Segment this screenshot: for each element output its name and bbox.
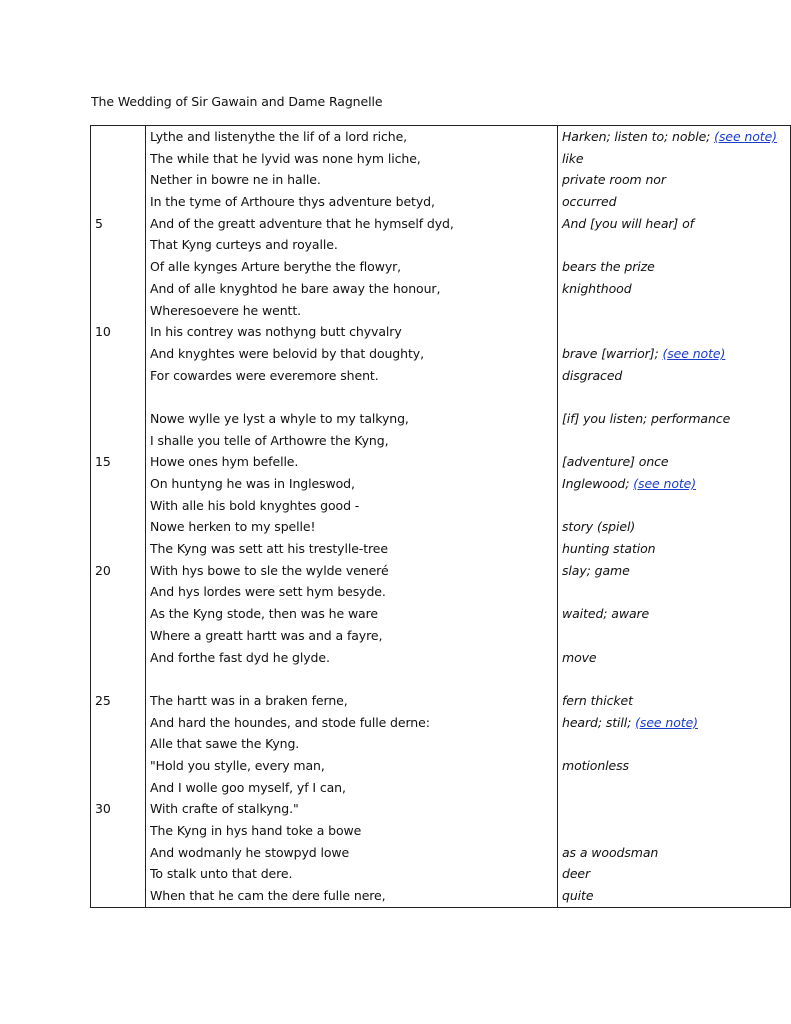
line-number bbox=[91, 234, 145, 256]
poem-line: And of alle knyghtod he bare away the honour, bbox=[150, 280, 441, 296]
see-note-link[interactable]: (see note) bbox=[662, 345, 726, 361]
gloss-text: private room nor bbox=[562, 172, 666, 188]
line-number bbox=[91, 647, 145, 669]
document-title: The Wedding of Sir Gawain and Dame Ragnelle bbox=[91, 94, 383, 109]
gloss-text: hunting station bbox=[562, 541, 656, 557]
poem-line: For cowardes were everemore shent. bbox=[150, 367, 379, 383]
poem-line: Nowe wylle ye lyst a whyle to my talkyng, bbox=[150, 410, 409, 426]
gloss-text: Harken; listen to; noble; bbox=[562, 129, 715, 144]
line-number: 25 bbox=[95, 692, 111, 708]
table-row bbox=[91, 126, 791, 908]
gloss-line bbox=[558, 668, 790, 690]
line-number bbox=[91, 300, 145, 322]
gloss-line bbox=[558, 148, 790, 170]
line-number bbox=[91, 473, 145, 495]
gloss-line bbox=[558, 581, 790, 603]
gloss-text: occurred bbox=[562, 194, 617, 210]
gloss-line bbox=[558, 430, 790, 452]
line-number bbox=[91, 365, 145, 387]
gloss-line bbox=[558, 516, 790, 538]
poem-line bbox=[146, 668, 557, 690]
gloss-text: Inglewood; bbox=[562, 476, 634, 491]
gloss-text: knighthood bbox=[562, 280, 632, 296]
poem-line: "Hold you stylle, every man, bbox=[150, 757, 325, 773]
gloss-line bbox=[558, 451, 790, 473]
line-number: 15 bbox=[95, 454, 111, 470]
gloss-text: deer bbox=[562, 866, 591, 882]
line-number bbox=[91, 581, 145, 603]
gloss-line bbox=[558, 712, 790, 734]
gloss-line bbox=[558, 191, 790, 213]
poem-line: With crafte of stalkyng." bbox=[150, 801, 299, 817]
gloss-text: brave [warrior]; bbox=[562, 345, 663, 361]
line-number bbox=[91, 126, 145, 148]
gloss-line bbox=[558, 647, 790, 669]
poem-line: That Kyng curteys and royalle. bbox=[150, 237, 338, 253]
line-number bbox=[91, 668, 145, 690]
poem-line: In the tyme of Arthoure thys adventure betyd, bbox=[150, 194, 435, 210]
line-number bbox=[91, 603, 145, 625]
line-number bbox=[91, 343, 145, 365]
poem-line: With hys bowe to sle the wylde veneré bbox=[150, 562, 389, 578]
gloss-line bbox=[558, 495, 790, 517]
gloss-line bbox=[558, 777, 790, 799]
gloss-line bbox=[558, 256, 790, 278]
gloss-text: [if] you listen; performance bbox=[562, 410, 731, 426]
gloss-line bbox=[558, 213, 790, 235]
gloss-line bbox=[558, 234, 790, 256]
gloss-text: motionless bbox=[562, 757, 629, 773]
poem-line: As the Kyng stode, then was he ware bbox=[150, 606, 378, 622]
poem-line: On huntyng he was in Ingleswod, bbox=[150, 476, 355, 491]
line-number bbox=[91, 820, 145, 842]
line-number: 5 bbox=[95, 215, 103, 231]
gloss-column bbox=[558, 126, 791, 908]
poem-line: Wheresoevere he wentt. bbox=[150, 302, 301, 318]
gloss-text: slay; game bbox=[562, 562, 630, 578]
gloss-text: move bbox=[562, 649, 597, 665]
poem-line: The Kyng in hys hand toke a bowe bbox=[150, 823, 362, 838]
poem-line: And hys lordes were sett hym besyde. bbox=[150, 584, 386, 600]
gloss-text: fern thicket bbox=[562, 692, 633, 708]
gloss-line bbox=[558, 365, 790, 387]
gloss-line bbox=[558, 885, 790, 907]
line-number bbox=[91, 256, 145, 278]
line-number bbox=[91, 169, 145, 191]
poem-line: And forthe fast dyd he glyde. bbox=[150, 649, 330, 665]
gloss-text: story (spiel) bbox=[562, 519, 636, 535]
line-number bbox=[91, 191, 145, 213]
poem-line: The Kyng was sett att his trestylle-tree bbox=[150, 541, 388, 557]
gloss-line bbox=[558, 300, 790, 322]
poem-line: The while that he lyvid was none hym liche, bbox=[150, 150, 421, 166]
line-number bbox=[91, 863, 145, 885]
line-number bbox=[91, 538, 145, 560]
poem-line: Alle that sawe the Kyng. bbox=[150, 736, 300, 752]
line-number bbox=[91, 148, 145, 170]
poem-line: And of the greatt adventure that he hymself dyd, bbox=[150, 215, 454, 231]
gloss-text: [adventure] once bbox=[562, 454, 669, 470]
see-note-link[interactable]: (see note) bbox=[633, 476, 697, 491]
gloss-text: And [you will hear] of bbox=[562, 215, 694, 231]
poem-line: In his contrey was nothyng butt chyvalry bbox=[150, 324, 402, 340]
line-number bbox=[91, 516, 145, 538]
see-note-link[interactable]: (see note) bbox=[635, 714, 698, 730]
line-number: 30 bbox=[95, 801, 111, 817]
line-number bbox=[91, 842, 145, 864]
gloss-text: like bbox=[562, 150, 584, 166]
gloss-line bbox=[558, 798, 790, 820]
gloss-line bbox=[558, 603, 790, 625]
poem-line: When that he cam the dere fulle nere, bbox=[150, 888, 386, 904]
poem-line: Of alle kynges Arture berythe the flowyr, bbox=[150, 259, 402, 275]
gloss-text: as a woodsman bbox=[562, 844, 659, 860]
gloss-text: quite bbox=[562, 888, 594, 904]
gloss-text: heard; still; bbox=[562, 714, 636, 730]
gloss-line bbox=[558, 343, 790, 365]
gloss-line bbox=[558, 863, 790, 885]
gloss-line bbox=[558, 625, 790, 647]
line-number bbox=[91, 386, 145, 408]
gloss-line bbox=[558, 169, 790, 191]
line-number bbox=[91, 430, 145, 452]
gloss-text: disgraced bbox=[562, 367, 623, 383]
see-note-link[interactable]: (see note) bbox=[714, 129, 777, 144]
poem-line: And knyghtes were belovid by that doughty, bbox=[150, 345, 424, 361]
poem-line: And I wolle goo myself, yf I can, bbox=[150, 779, 346, 795]
gloss-text: waited; aware bbox=[562, 606, 650, 622]
gloss-line bbox=[558, 321, 790, 343]
poem-line: Howe ones hym befelle. bbox=[150, 454, 299, 470]
line-number bbox=[91, 777, 145, 799]
poem-line: And hard the houndes, and stode fulle derne: bbox=[150, 714, 430, 730]
poem-line: To stalk unto that dere. bbox=[150, 866, 293, 882]
gloss-line bbox=[558, 733, 790, 755]
line-number bbox=[91, 733, 145, 755]
gloss-line bbox=[558, 560, 790, 582]
line-number bbox=[91, 278, 145, 300]
poem-line: And wodmanly he stowpyd lowe bbox=[150, 844, 350, 860]
gloss-line bbox=[558, 408, 790, 430]
gloss-line bbox=[558, 690, 790, 712]
gloss-line bbox=[558, 126, 790, 148]
poem-line: Lythe and listenythe the lif of a lord riche, bbox=[150, 129, 408, 144]
gloss-text: bears the prize bbox=[562, 259, 655, 275]
poem-line: Where a greatt hartt was and a fayre, bbox=[150, 627, 383, 643]
line-number bbox=[91, 495, 145, 517]
poem-table bbox=[90, 125, 791, 908]
poem-line: Nowe herken to my spelle! bbox=[150, 519, 316, 535]
gloss-line bbox=[558, 386, 790, 408]
gloss-line bbox=[558, 538, 790, 560]
gloss-line bbox=[558, 755, 790, 777]
gloss-line bbox=[558, 278, 790, 300]
poem-line: I shalle you telle of Arthowre the Kyng, bbox=[150, 432, 389, 448]
line-number bbox=[91, 885, 145, 907]
gloss-line bbox=[558, 842, 790, 864]
poem-line bbox=[146, 386, 557, 408]
line-number bbox=[91, 755, 145, 777]
poem-line: Nether in bowre ne in halle. bbox=[150, 172, 321, 188]
line-number: 10 bbox=[95, 324, 111, 340]
line-number bbox=[91, 625, 145, 647]
gloss-line bbox=[558, 820, 790, 842]
line-number bbox=[91, 712, 145, 734]
gloss-line bbox=[558, 473, 790, 495]
poem-line: The hartt was in a braken ferne, bbox=[150, 692, 348, 708]
poem-line: With alle his bold knyghtes good - bbox=[150, 497, 360, 513]
line-number bbox=[91, 408, 145, 430]
line-number-column bbox=[91, 126, 146, 908]
poem-text-column bbox=[146, 126, 558, 908]
line-number: 20 bbox=[95, 562, 111, 578]
